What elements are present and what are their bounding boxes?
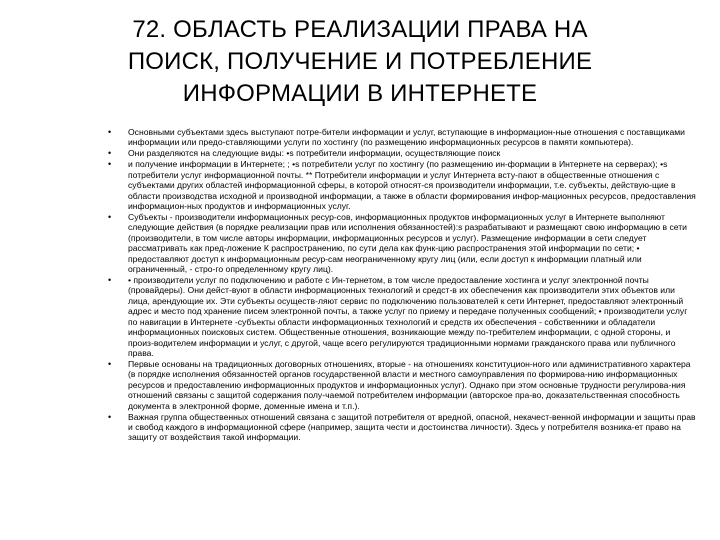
bullet-item bbox=[108, 148, 698, 158]
bullet-text: • производители услуг по подключению и работе с Ин-тернетом, в том числе предоставление хостинга и услуг электронной почты (провайдеры). Они дейст-вуют в области информационных технологий и средст-в их обеспечения как производители этих объектов или лица, арендующие их. Эти субъекты осуществ-ляют сервис по подключению пользователей к сети Интернет, предоставляют электронный адрес и место под хранение писем электронной почты, а также услуг по приему и передаче полученных сообщений; • производители услуг по навигации в Интернете -субъекты области информационных технологий и средств их обеспечения - собственники и обладатели информационных поисковых систем. Общественные отношения, возникающие между по-требителем информации, с одной стороны, и произ-водителем информации и услуг, с другой, чаще всего регулируются традиционными нормами гражданского права или публичного права. bbox=[128, 275, 688, 358]
bullet-icon: • bbox=[108, 159, 112, 170]
bullet-icon: • bbox=[108, 212, 112, 223]
slide-title-line: 72. ОБЛАСТЬ РЕАЛИЗАЦИИ ПРАВА НА bbox=[132, 16, 588, 43]
slide-title-line: ИНФОРМАЦИИ В ИНТЕРНЕТЕ bbox=[182, 80, 538, 107]
bullet-text: Они разделяются на следующие виды: •s потребители информации, осуществляющие поиск bbox=[128, 148, 501, 159]
bullet-item bbox=[108, 359, 698, 411]
bullet-list bbox=[108, 127, 698, 443]
bullet-item bbox=[108, 275, 698, 358]
bullet-item bbox=[108, 212, 698, 274]
slide-title bbox=[60, 14, 660, 110]
bullet-icon: • bbox=[108, 148, 112, 159]
bullet-item bbox=[108, 412, 698, 443]
bullet-text: Первые основаны на традиционных договорных отношениях, вторые - на отношениях конституцион-ного или административного характера (в порядке исполнения обязанностей органов государственной власти и местного самоуправления по формирова-нию информационных ресурсов и предоставлению информационных продуктов и информационных услуг). Однако при этом основные трудности регулирова-ния отношений связаны с защитой содержания полу-чаемой потребителем информации (авторское пра-во, доказательственная способность документа в электронной форме, доменные имена и т.п.). bbox=[128, 358, 691, 411]
bullet-item bbox=[108, 159, 698, 211]
bullet-text: Важная группа общественных отношений связана с защитой потребителя от вредной, опасной, некачест-венной информации и защиты прав и свобод каждого в информационной сфере (например, защита чести и достоинства личности). Здесь у потребителя возника-ет право на защиту от воздействия такой информации. bbox=[128, 411, 696, 443]
bullet-icon: • bbox=[108, 127, 112, 137]
bullet-icon: • bbox=[108, 275, 112, 286]
slide-title-line: ПОИСК, ПОЛУЧЕНИЕ И ПОТРЕБЛЕНИЕ bbox=[127, 48, 593, 75]
bullet-icon: • bbox=[108, 358, 112, 369]
bullet-text: Субъекты - производители информационных ресур-сов, информационных продуктов информационных услуг в Интернете выполняют следующие действия (в порядке реализации прав или исполнения обязанностей):s разрабатывают и размещают свою информацию в сети (производители, в том числе авторы информации, информационных ресурсов и услуг). Размещение информации в сети следует рассматривать как пред-ложение К распространению, по сути дела как функ-цию распространения этой информации по сети; • предоставляют доступ к информационным ресур-сам неограниченному кругу лиц (или, если доступ к информации платный или ограниченный, - стро-го определенному кругу лиц). bbox=[128, 212, 687, 275]
bullet-item bbox=[108, 127, 698, 148]
bullet-text: Основными субъектами здесь выступают потре-бители информации и услуг, вступающие в информацион-ные отношения с поставщиками информации или предо-ставляющими услуги по хостингу (по размещению информационных ресурсов в памяти компьютера). bbox=[128, 127, 685, 148]
bullet-icon: • bbox=[108, 411, 112, 422]
bullet-text: и получение информации в Интернете; ; •s потребители услуг по хостингу (по размещению ин-формации в Интернете на серверах); •s потребители услуг информационной почты. ** Потребители информации и услуг Интернета всту-пают в общественные отношения с субъектами других областей информационной сферы, в которой относят-ся производители информации, т.е. субъекты, действую-щие в области производства исходной и производной информации, а также в области формирования инфор-мационных ресурсов, предоставления информацион-ных продуктов и информационных услуг. bbox=[128, 159, 696, 212]
